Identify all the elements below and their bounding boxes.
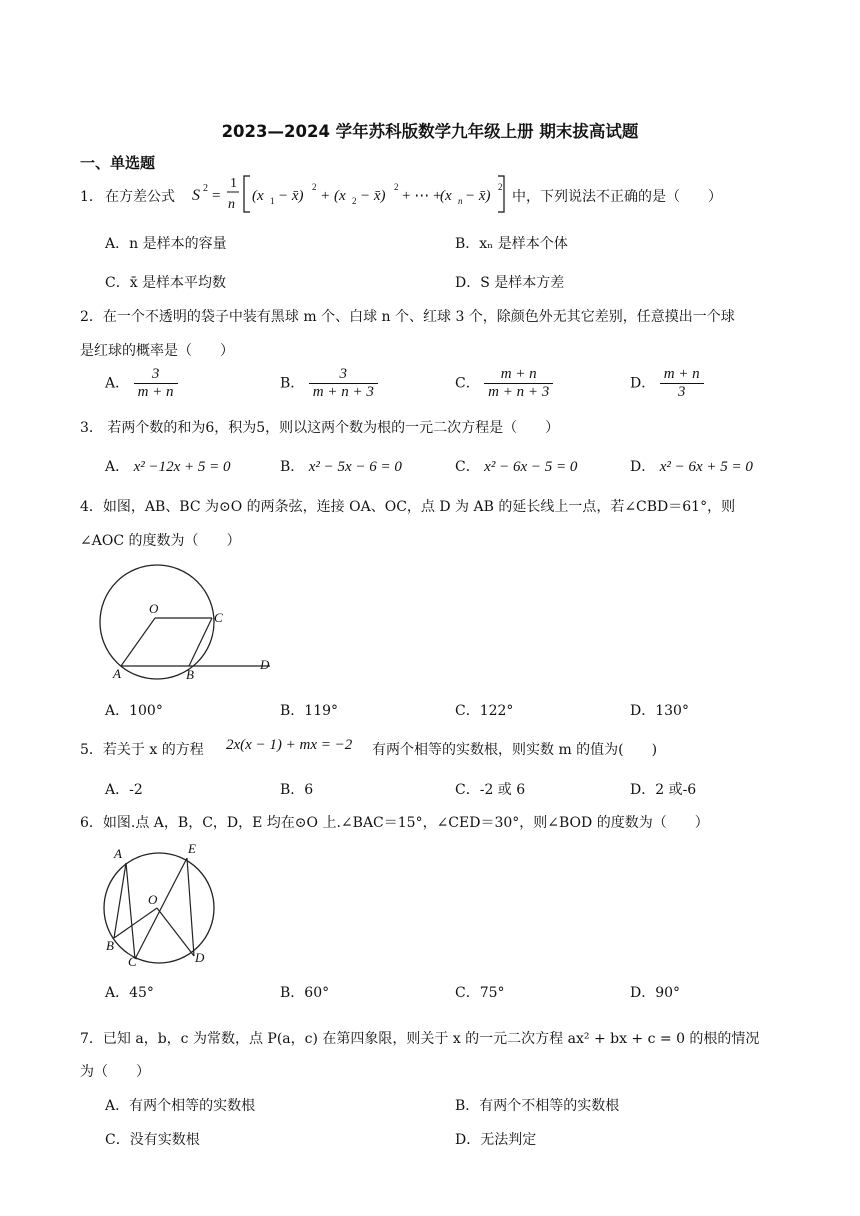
figure-label: B: [186, 667, 194, 682]
fraction: [134, 366, 178, 401]
fraction: [484, 366, 553, 401]
option-d[interactable]: D．130°: [630, 703, 689, 719]
svg-text:2: 2: [352, 196, 357, 206]
denominator: m + n + 3: [488, 384, 550, 400]
figure-label: C: [214, 610, 223, 625]
equation: x² − 5x − 6 = 0: [308, 459, 402, 475]
option-label: C．: [455, 375, 480, 392]
option-b[interactable]: B．60°: [280, 985, 330, 1001]
option-d[interactable]: [630, 366, 704, 401]
fraction: [309, 366, 378, 401]
option-d[interactable]: D．无法判定: [455, 1132, 537, 1148]
section-heading: 一、单选题: [80, 154, 156, 172]
question-text: 2．在一个不透明的袋子中装有黑球 m 个、白球 n 个、红球 3 个，除颜色外无其它差别，任意摸出一个球: [80, 309, 735, 325]
page-title: 2023—2024 学年苏科版数学九年级上册 期末拔高试题: [221, 122, 639, 141]
variance-formula: [190, 170, 510, 218]
svg-text:1: 1: [230, 176, 237, 191]
question-text-suffix: 有两个相等的实数根，则实数 m 的值为( ): [372, 742, 658, 758]
figure-label: D: [195, 950, 205, 965]
svg-text:=: =: [212, 188, 221, 204]
option-label: D．: [630, 459, 656, 475]
option-label: D．: [630, 375, 656, 392]
question-text: 在方差公式: [105, 189, 175, 205]
svg-text:+: +: [321, 188, 330, 204]
svg-text:(x: (x: [334, 188, 346, 204]
numerator: 3: [309, 366, 378, 384]
svg-text:− x̄): − x̄): [278, 188, 304, 204]
option-d[interactable]: [630, 456, 753, 476]
question-number: 1．: [80, 189, 103, 205]
option-c[interactable]: C．没有实数根: [105, 1132, 200, 1148]
option-a[interactable]: A．n 是样本的容量: [105, 236, 227, 252]
figure-label: C: [128, 954, 137, 968]
option-d[interactable]: D．S 是样本方差: [455, 275, 565, 291]
option-b[interactable]: B．有两个不相等的实数根: [455, 1098, 620, 1114]
question-text-line2: 为（ ）: [80, 1064, 150, 1080]
option-a[interactable]: [105, 366, 178, 401]
option-d[interactable]: D．2 或-6: [630, 782, 697, 798]
figure-label: O: [148, 892, 158, 907]
svg-text:(x: (x: [440, 188, 452, 204]
question-text: 3． 若两个数的和为6，积为5，则以这两个数为根的一元二次方程是（ ）: [80, 420, 560, 436]
denominator: 3: [677, 384, 686, 400]
question-text: 6．如图.点 A，B，C，D，E 均在⊙O 上.∠BAC＝15°，∠CED＝30°，则∠BOD 的度数为（ ）: [80, 815, 709, 831]
figure-label: O: [149, 601, 159, 616]
equation: x² − 6x − 5 = 0: [484, 459, 578, 475]
option-label: C．: [455, 459, 480, 475]
option-d[interactable]: D．90°: [630, 985, 681, 1001]
option-a[interactable]: A．45°: [105, 985, 154, 1001]
svg-text:S: S: [192, 187, 200, 204]
question-text: 7．已知 a，b，c 为常数，点 P(a，c) 在第四象限，则关于 x 的一元二次方程 ax² + bx + c = 0 的根的情况: [80, 1031, 760, 1047]
option-b[interactable]: B．xₙ 是样本个体: [455, 236, 568, 252]
option-b[interactable]: [280, 456, 402, 476]
numerator: m + n: [484, 366, 553, 384]
figure-label: A: [113, 666, 121, 681]
circle-figure-q6: [100, 838, 220, 968]
question-text: 5．若关于 x 的方程: [80, 742, 204, 758]
option-c[interactable]: C．75°: [455, 985, 505, 1001]
equation: x² −12x + 5 = 0: [133, 459, 231, 475]
fraction: [660, 366, 704, 401]
figure-label: A: [114, 846, 122, 861]
option-c[interactable]: C．122°: [455, 703, 514, 719]
option-c[interactable]: [455, 366, 553, 401]
question-text-suffix: 中，下列说法不正确的是（ ）: [512, 189, 722, 205]
svg-text:2: 2: [312, 182, 317, 192]
option-c[interactable]: [455, 456, 577, 476]
numerator: m + n: [660, 366, 704, 384]
option-b[interactable]: B．119°: [280, 703, 339, 719]
svg-text:− x̄): − x̄): [465, 188, 491, 204]
svg-text:n: n: [458, 196, 463, 206]
svg-text:2: 2: [394, 182, 399, 192]
question-text-line2: 是红球的概率是（ ）: [80, 343, 234, 359]
option-a[interactable]: A．-2: [105, 782, 143, 798]
svg-text:n: n: [228, 197, 235, 212]
option-label: A．: [105, 375, 130, 392]
svg-text:+ ⋯ +: + ⋯ +: [402, 188, 442, 204]
svg-text:2: 2: [498, 182, 503, 192]
denominator: m + n: [137, 384, 174, 400]
numerator: 3: [134, 366, 178, 384]
option-a[interactable]: A．100°: [105, 703, 163, 719]
option-label: A．: [105, 459, 130, 475]
option-b[interactable]: B．6: [280, 782, 314, 798]
circle-figure-q4: [95, 560, 285, 685]
option-c[interactable]: C．x̄ 是样本平均数: [105, 275, 227, 291]
option-c[interactable]: C．-2 或 6: [455, 782, 526, 798]
option-a[interactable]: A．有两个相等的实数根: [105, 1098, 256, 1114]
svg-text:(x: (x: [252, 188, 264, 204]
option-label: B．: [280, 459, 305, 475]
option-b[interactable]: [280, 366, 378, 401]
option-a[interactable]: [105, 456, 231, 476]
figure-label: D: [260, 657, 270, 672]
equation: x² − 6x + 5 = 0: [659, 459, 753, 475]
svg-text:− x̄): − x̄): [360, 188, 386, 204]
question-text-line2: ∠AOC 的度数为（ ）: [80, 533, 241, 549]
figure-label: B: [106, 938, 114, 953]
equation: 2x(x − 1) + mx = −2: [226, 737, 353, 753]
option-label: B．: [280, 375, 305, 392]
svg-text:2: 2: [203, 183, 208, 194]
question-text: 4．如图，AB、BC 为⊙O 的两条弦，连接 OA、OC，点 D 为 AB 的延长线上一点，若∠CBD＝61°，则: [80, 499, 736, 515]
denominator: m + n + 3: [312, 384, 374, 400]
svg-text:1: 1: [270, 196, 275, 206]
figure-label: E: [188, 841, 196, 856]
